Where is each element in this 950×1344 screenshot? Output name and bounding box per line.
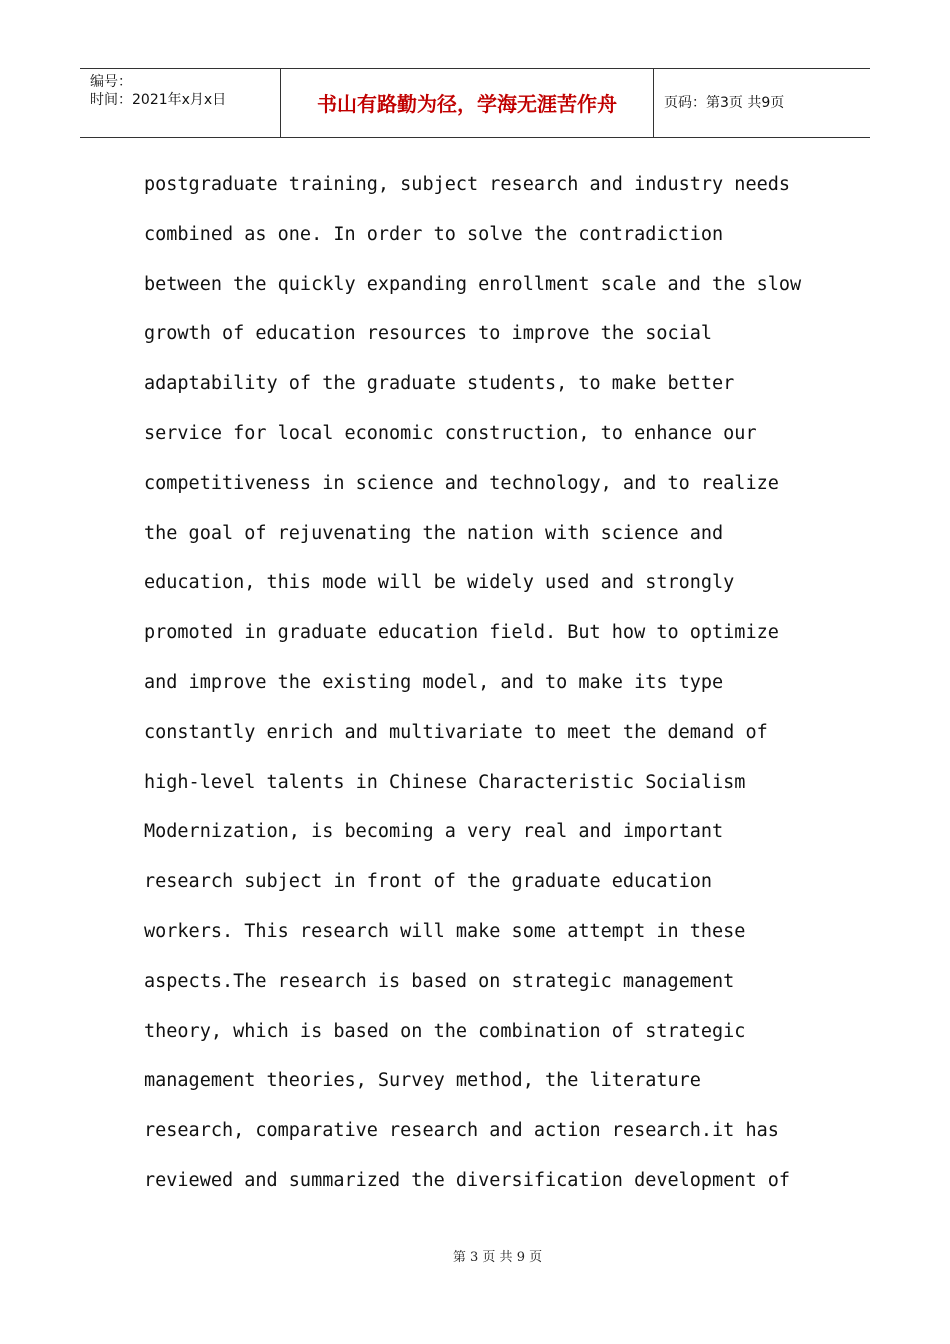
body-line: promoted in graduate education field. But how to optimize: [144, 622, 779, 644]
body-line: reviewed and summarized the diversification development of: [144, 1169, 791, 1191]
document-number-label: 编号：: [90, 74, 132, 90]
document-time-label: 时间：2021年x月x日: [90, 92, 227, 108]
body-text: [144, 168, 824, 1214]
body-line: the goal of rejuvenating the nation with science and: [144, 522, 724, 544]
body-line: theory, which is based on the combination of strategic: [144, 1020, 746, 1042]
page-footer: 第 3 页 共 9 页: [452, 1250, 543, 1265]
body-line: combined as one. In order to solve the contradiction: [144, 223, 724, 245]
body-line: and improve the existing model, and to make its type: [144, 671, 724, 693]
page-header: [80, 68, 870, 138]
body-line: management theories, Survey method, the literature: [144, 1070, 701, 1092]
header-left-cell: [80, 69, 281, 137]
body-line: competitiveness in science and technology, and to realize: [144, 472, 779, 494]
body-line: constantly enrich and multivariate to meet the demand of: [144, 721, 768, 743]
body-line: Modernization, is becoming a very real and important: [144, 821, 724, 843]
body-line: education, this mode will be widely used and strongly: [144, 572, 735, 594]
body-line: adaptability of the graduate students, to make better: [144, 373, 735, 395]
body-line: growth of education resources to improve the social: [144, 323, 713, 345]
body-line: between the quickly expanding enrollment scale and the slow: [144, 273, 802, 295]
body-line: service for local economic construction, to enhance our: [144, 422, 757, 444]
body-line: aspects.The research is based on strategic management: [144, 970, 735, 992]
body-line: postgraduate training, subject research and industry needs: [144, 174, 791, 195]
header-motto: 书山有路勤为径，学海无涯苦作舟: [317, 92, 617, 116]
body-line: research subject in front of the graduate education: [144, 871, 713, 893]
body-line: high-level talents in Chinese Characteristic Socialism: [144, 771, 746, 793]
header-middle-cell: [281, 69, 654, 137]
body-line: research, comparative research and action research.it has: [144, 1120, 779, 1142]
header-page-info: 页码：第3页 共9页: [664, 95, 785, 111]
body-line: workers. This research will make some attempt in these: [144, 920, 746, 942]
header-right-cell: [654, 69, 870, 137]
